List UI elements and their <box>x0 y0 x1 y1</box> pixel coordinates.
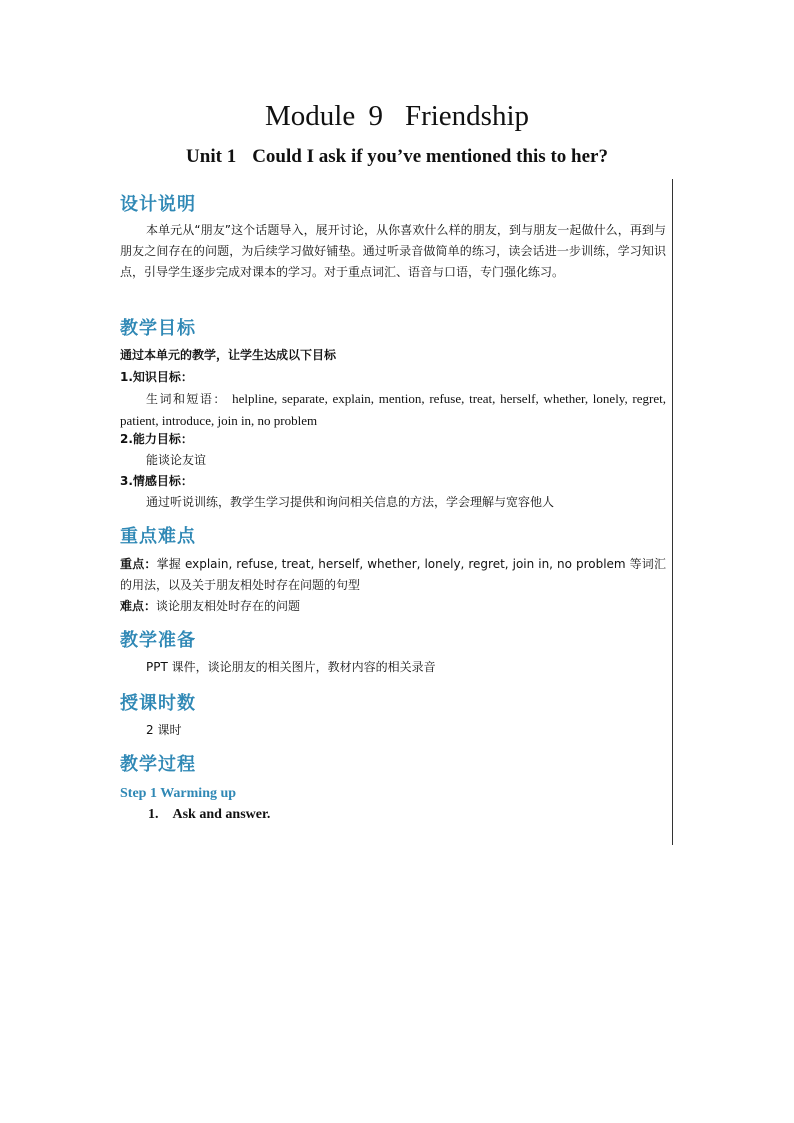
module-number: Module 9 <box>264 100 383 132</box>
page-title <box>0 100 794 133</box>
margin-rule <box>672 179 673 845</box>
hours-text: 2 课时 <box>146 723 182 737</box>
knowledge-prefix: 生词和短语： <box>146 392 227 406</box>
key-paragraph <box>120 554 666 596</box>
difficulty-text: 谈论朋友相处时存在的问题 <box>156 599 301 613</box>
prep-heading: 教学准备 <box>120 630 196 651</box>
item-number: 1. <box>148 807 159 822</box>
design-heading: 设计说明 <box>120 194 196 215</box>
unit-question: Could I ask if you’ve mentioned this to her? <box>252 146 608 167</box>
ability-text: 能谈论友谊 <box>146 453 207 467</box>
emotion-label: 3.情感目标： <box>120 474 193 488</box>
emotion-text: 通过听说训练，教学生学习提供和询问相关信息的方法，学会理解与宽容他人 <box>146 495 555 509</box>
unit-number: Unit 1 <box>186 146 237 167</box>
goals-intro: 通过本单元的教学，让学生达成以下目标 <box>120 348 337 362</box>
difficulty-label: 难点： <box>120 599 157 613</box>
unit-title <box>0 146 794 168</box>
module-name: Friendship <box>404 100 530 132</box>
goals-heading: 教学目标 <box>120 318 196 339</box>
knowledge-label: 1.知识目标： <box>120 370 193 384</box>
key-text: 掌握 explain, refuse, treat, herself, whether, lonely, regret, join in, no problem 等词汇的用法，以及关于朋友相处时存在问题的句型 <box>120 557 666 592</box>
hours-heading: 授课时数 <box>120 693 196 714</box>
knowledge-body <box>120 388 666 432</box>
step1-heading: Step 1 Warming up <box>120 786 237 801</box>
design-body: 本单元从“朋友”这个话题导入，展开讨论，从你喜欢什么样的朋友，到与朋友一起做什么，再到与朋友之间存在的问题，为后续学习做好铺垫。通过听录音做简单的练习，读会话进一步训练，学习知识点，引导学生逐步完成对课本的学习。对于重点词汇、语音与口语，专门强化练习。 <box>120 223 666 279</box>
item-text: Ask and answer. <box>172 807 271 822</box>
process-heading: 教学过程 <box>120 754 196 775</box>
keypoints-heading: 重点难点 <box>120 526 196 547</box>
step1-item <box>148 804 648 825</box>
key-label: 重点： <box>120 557 157 571</box>
knowledge-words: helpline, separate, explain, mention, refuse, treat, herself, whether, lonely, regret, patient, introduce, join in, no problem <box>120 391 666 428</box>
difficulty-paragraph <box>120 596 666 617</box>
prep-text: PPT 课件，谈论朋友的相关图片，教材内容的相关录音 <box>146 660 436 674</box>
ability-label: 2.能力目标： <box>120 432 193 446</box>
